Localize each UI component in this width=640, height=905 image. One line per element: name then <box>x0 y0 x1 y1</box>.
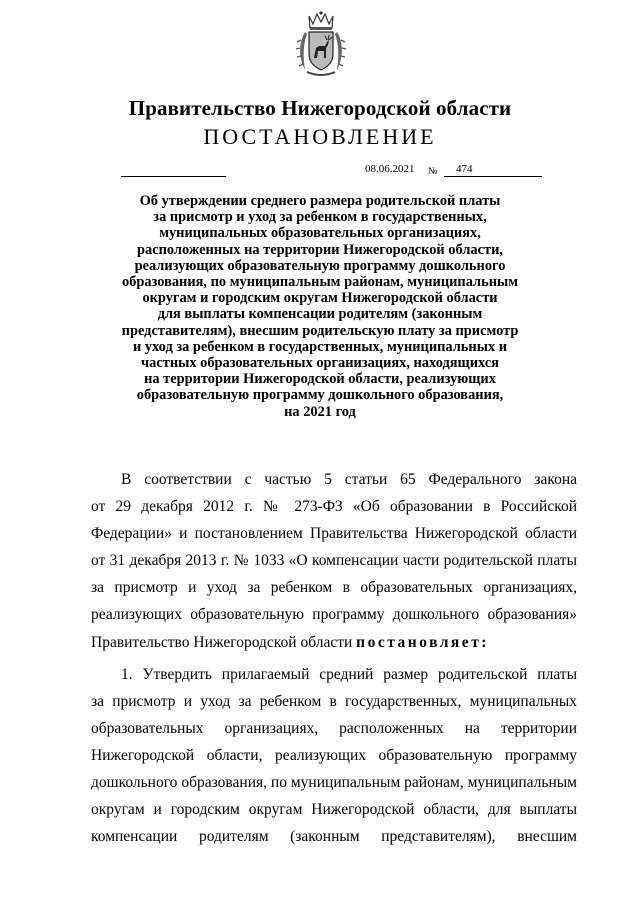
heading-line: представителям), внесшим родительскую плату за присмотр <box>121 322 519 339</box>
heading-line: и уход за ребенком в государственных, муниципальных и <box>132 338 508 355</box>
item-line: округам и городским округам Нижегородской области, для выплаты <box>91 801 577 819</box>
document-heading <box>110 193 530 420</box>
preamble-line: В соответствии с частью 5 статьи 65 Федерального закона <box>121 471 577 488</box>
heading-line: образования, по муниципальным районам, муниципальным <box>121 274 519 291</box>
preamble-line: реализующих образовательную программу дошкольного образования» <box>91 606 577 624</box>
document-type: ПОСТАНОВЛЕНИЕ <box>203 124 437 149</box>
heading-line: за присмотр и уход за ребенком в государственных, <box>153 209 487 226</box>
heading-line: на 2021 год <box>284 403 356 420</box>
preamble-line: за присмотр и уход за ребенком в образовательных организациях, <box>91 579 577 597</box>
government-title: Правительство Нижегородской области <box>128 96 512 120</box>
heading-line: Об утверждении среднего размера родительской платы <box>139 193 501 209</box>
heading-line: частных образовательных организациях, находящихся <box>141 355 499 372</box>
registration-date: 08.06.2021 <box>365 163 415 175</box>
preamble-line: от 29 декабря 2012 г. № 273-ФЗ «Об образовании в Российской <box>91 498 577 516</box>
heading-line: на территории Нижегородской области, реализующих <box>144 371 496 388</box>
item-line: за присмотр и уход за ребенком в государственных, муниципальных <box>91 692 577 710</box>
number-underline <box>444 176 542 177</box>
preamble-last-line <box>91 629 577 656</box>
item-line: 1. Утвердить прилагаемый средний размер родительской платы <box>121 665 577 683</box>
number-label: № <box>428 166 438 177</box>
registration-number: 474 <box>456 163 473 175</box>
date-underline-left <box>121 176 226 177</box>
preamble-line: от 31 декабря 2013 г. № 1033 «О компенсации части родительской платы <box>91 552 577 570</box>
heading-line: муниципальных образовательных организациях, <box>159 225 481 242</box>
preamble-last-text: Правительство Нижегородской области <box>91 633 357 651</box>
heading-line: для выплаты компенсации родителям (законным <box>157 306 483 323</box>
heading-line: округам и городским округам Нижегородской области <box>142 290 498 307</box>
coat-of-arms-icon <box>295 10 347 80</box>
document-body <box>91 466 577 850</box>
item-line: дошкольного образования, по муниципальным районам, муниципальным <box>91 774 577 792</box>
resolution-keyword: постановляет: <box>356 633 489 651</box>
item-line: Нижегородской области, реализующих образовательную программу <box>91 746 577 764</box>
preamble-line: Федерации» и постановлением Правительства Нижегородской области <box>91 525 577 543</box>
item-line: образовательных организациях, расположенных на территории <box>91 719 577 737</box>
heading-line: расположенных на территории Нижегородской области, <box>137 241 503 258</box>
heading-line: реализующих образовательную программу дошкольного <box>134 257 506 274</box>
heading-line: образовательную программу дошкольного образования, <box>136 387 504 404</box>
item-line: компенсации родителям (законным представителям), внесшим <box>91 828 577 846</box>
